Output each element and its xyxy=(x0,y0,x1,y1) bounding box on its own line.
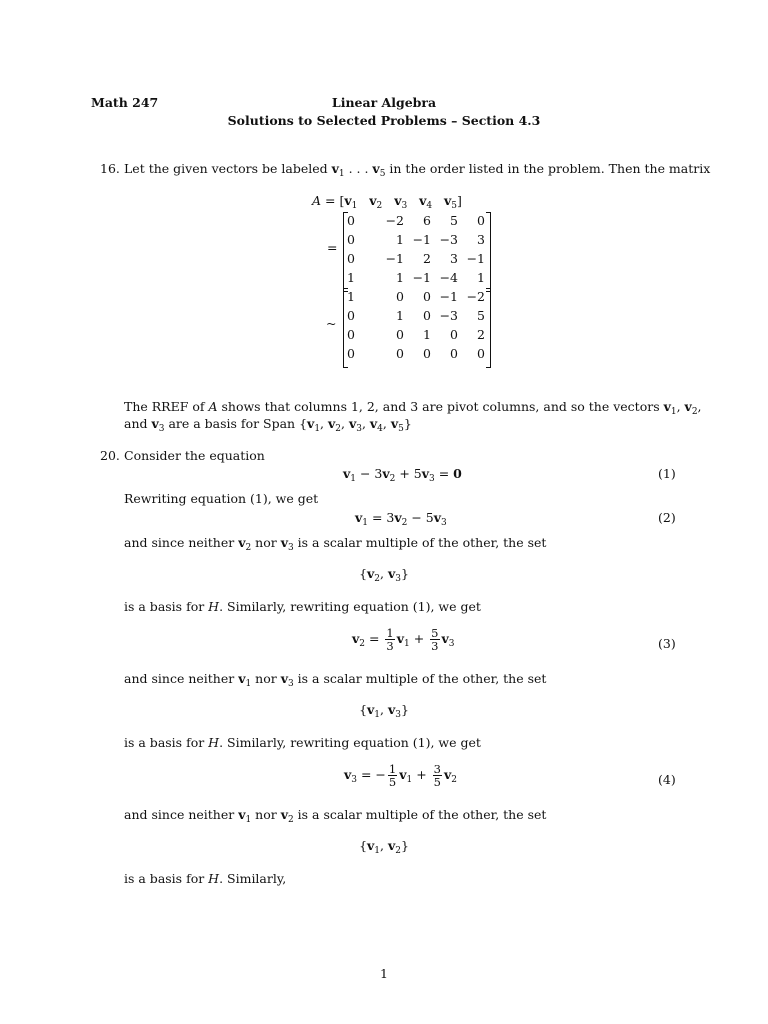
matrix-cell: 0 xyxy=(477,346,485,361)
problem-20-intro: Consider the equation xyxy=(124,448,265,463)
matrix-cell: 5 xyxy=(450,213,458,228)
equation-4: $v_3$ = − $\frac{1}{5}$ $v_1$ + $\frac{3}{5}$ $v_2$ xyxy=(344,762,457,790)
since-text-3: and since neither $v_1$ nor $v_2$ is a scalar multiple of the other, the set xyxy=(124,807,547,825)
matrix-cell: 0 xyxy=(423,289,431,304)
problem-20-number: 20. xyxy=(100,448,120,463)
matrix-cell: 1 xyxy=(396,308,404,323)
matrix-cell: 6 xyxy=(423,213,431,228)
set-v1-v2: {$v_1$, $v_2$} xyxy=(359,838,409,856)
problem-16-number: 16. xyxy=(100,161,120,176)
doc-subtitle: Solutions to Selected Problems – Section 4.3 xyxy=(227,113,541,128)
matrix-cell: 1 xyxy=(396,270,404,285)
matrix-cell: −2 xyxy=(466,289,485,304)
matrix-cell: −3 xyxy=(439,308,458,323)
doc-title: Linear Algebra xyxy=(331,95,437,110)
matrix-cell: 0 xyxy=(477,213,485,228)
basis-text-1: is a basis for H. Similarly, rewriting equation (1), we get xyxy=(124,599,481,614)
matrix-cell: −1 xyxy=(412,232,431,247)
equation-4-number: (4) xyxy=(658,772,676,787)
rewriting-text-1: Rewriting equation (1), we get xyxy=(124,491,319,506)
course-label: Math 247 xyxy=(91,95,159,110)
matrix-cell: 0 xyxy=(423,346,431,361)
matrix-cell: 5 xyxy=(477,308,485,323)
matrix-cell: 0 xyxy=(450,327,458,342)
matrix-cell: 1 xyxy=(347,289,355,304)
matrix-cell: 0 xyxy=(347,308,355,323)
set-v1-v3: {$v_1$, $v_3$} xyxy=(359,702,409,720)
matrix-cell: 3 xyxy=(477,232,485,247)
matrix-cell: 0 xyxy=(347,327,355,342)
matrix-cell: −1 xyxy=(466,251,485,266)
problem-16-conclusion-line1: The RREF of A shows that columns 1, 2, and 3 are pivot columns, and so the vectors $v_1$, $v_2$, xyxy=(124,399,702,417)
problem-16-intro: Let the given vectors be labeled $v_1$ . . . $v_5$ in the order listed in the problem. Then the matrix xyxy=(124,161,711,179)
equation-3: $v_2$ = $\frac{1}{3}$ $v_1$ + $\frac{5}{3}$ $v_3$ xyxy=(352,626,455,654)
matrix-cell: 0 xyxy=(347,346,355,361)
matrix-cell: 1 xyxy=(396,232,404,247)
matrix-cell: 0 xyxy=(396,346,404,361)
matrix-cell: 2 xyxy=(477,327,485,342)
since-text-1: and since neither $v_2$ nor $v_3$ is a scalar multiple of the other, the set xyxy=(124,535,547,553)
matrix-definition: $A = [v_1$ $v_2$ $v_3$ $v_4$ $v_5$] xyxy=(312,193,462,211)
equation-1: $v_1 - 3v_2 + 5v_3 = 0$ xyxy=(343,466,462,484)
problem-16-conclusion-line2: and $v_3$ are a basis for Span {$v_1$, $v_2$, $v_3$, $v_4$, $v_5$} xyxy=(124,416,412,434)
matrix-right-bracket xyxy=(486,212,491,292)
matrix-cell: 0 xyxy=(347,251,355,266)
matrix-cell: 1 xyxy=(347,270,355,285)
matrix-cell: 0 xyxy=(450,346,458,361)
matrix-cell: 3 xyxy=(450,251,458,266)
matrix-cell: 0 xyxy=(347,232,355,247)
basis-text-3: is a basis for H. Similarly, xyxy=(124,871,287,886)
equation-1-number: (1) xyxy=(658,466,676,481)
since-text-2: and since neither $v_1$ nor $v_3$ is a scalar multiple of the other, the set xyxy=(124,671,547,689)
basis-text-2: is a basis for H. Similarly, rewriting equation (1), we get xyxy=(124,735,481,750)
matrix-cell: −1 xyxy=(385,251,404,266)
matrix-cell: −2 xyxy=(385,213,404,228)
matrix-cell: −4 xyxy=(439,270,458,285)
equation-2-number: (2) xyxy=(658,510,676,525)
matrix-cell: 0 xyxy=(396,289,404,304)
matrix-cell: −3 xyxy=(439,232,458,247)
matrix-cell: −1 xyxy=(439,289,458,304)
equation-2: $v_1 = 3v_2 - 5v_3$ xyxy=(355,510,447,528)
page-number: 1 xyxy=(380,966,388,981)
matrix-cell: 0 xyxy=(347,213,355,228)
matrix-cell: −1 xyxy=(412,270,431,285)
matrix-cell: 2 xyxy=(423,251,431,266)
equals-sign: = xyxy=(327,240,338,255)
matrix-cell: 0 xyxy=(396,327,404,342)
equation-3-number: (3) xyxy=(658,636,676,651)
set-v2-v3: {$v_2$, $v_3$} xyxy=(359,566,409,584)
tilde-sign: ~ xyxy=(326,316,337,331)
matrix-cell: 1 xyxy=(423,327,431,342)
matrix-cell: 1 xyxy=(477,270,485,285)
matrix-right-bracket xyxy=(486,288,491,368)
matrix-cell: 0 xyxy=(423,308,431,323)
